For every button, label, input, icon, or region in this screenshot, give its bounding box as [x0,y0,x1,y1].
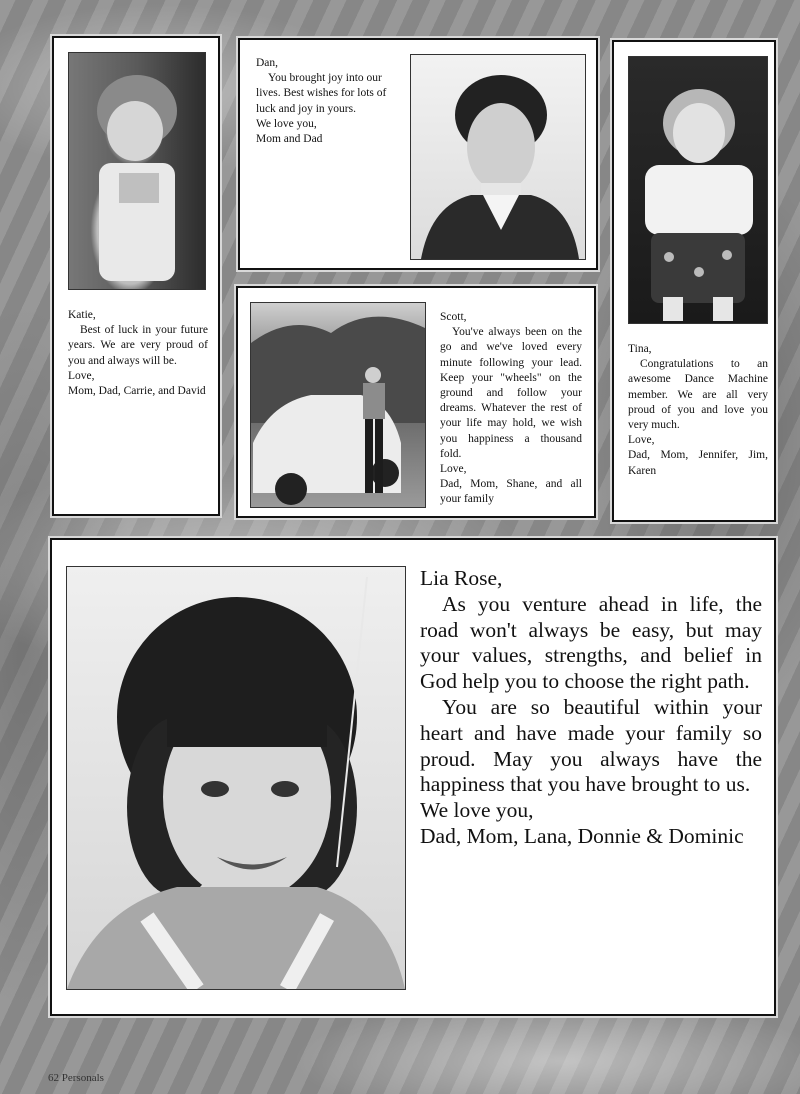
katie-photo-illustration [69,53,205,289]
dan-message [256,56,400,147]
tina-message [628,342,768,479]
dan-body: You brought joy into our lives. Best wishes for lots of luck and joy in yours. [256,72,387,115]
lia-paragraph-2: You are so beautiful within your heart and have made your family so proud. May you always have the happiness that you have brought to us. [420,694,762,797]
katie-card [52,36,220,516]
scott-signature: Dad, Mom, Shane, and all your family [440,478,582,506]
dan-photo-illustration [411,55,585,259]
lia-photo [66,566,406,990]
katie-signature: Mom, Dad, Carrie, and David [68,385,206,398]
katie-salutation: Katie, [68,309,96,321]
tina-body: Congratulations to an awesome Dance Machine member. We are all very proud of you and love you very much. [628,358,768,432]
tina-salutation: Tina, [628,343,652,355]
lia-paragraph-1: As you venture ahead in life, the road won't always be easy, but may your values, strengths, and belief in God help you to choose the right path. [420,591,762,694]
katie-photo [68,52,206,290]
scott-salutation: Scott, [440,311,467,323]
lia-closing: We love you, [420,798,534,823]
tina-signature: Dad, Mom, Jennifer, Jim, Karen [628,449,768,477]
scott-card [236,286,596,518]
lia-card [50,538,776,1016]
scott-closing: Love, [440,463,467,476]
lia-signature: Dad, Mom, Lana, Donnie & Dominic [420,823,744,848]
scott-photo-illustration [251,303,425,507]
scott-photo [250,302,426,508]
dan-closing: We love you, [256,117,317,130]
lia-salutation: Lia Rose, [420,566,503,590]
dan-card [238,38,598,270]
dan-salutation: Dan, [256,57,279,69]
katie-closing: Love, [68,369,95,382]
lia-message [420,566,762,850]
page-footer: 62 Personals [48,1072,104,1084]
scott-body: You've always been on the go and we've loved every minute following your lead. Keep your "wheels" on the ground and follow your dreams. Whatever the rest of your life may hold, we wish you happiness a thousand fold. [440,326,582,460]
dan-photo [410,54,586,260]
tina-card [612,40,776,522]
katie-body: Best of luck in your future years. We are very proud of you and always will be. [68,324,208,367]
scott-message [440,310,582,508]
tina-photo [628,56,768,324]
dan-signature: Mom and Dad [256,133,323,146]
tina-closing: Love, [628,434,655,447]
katie-message [68,308,208,399]
lia-photo-illustration [67,567,405,989]
tina-photo-illustration [629,57,767,323]
